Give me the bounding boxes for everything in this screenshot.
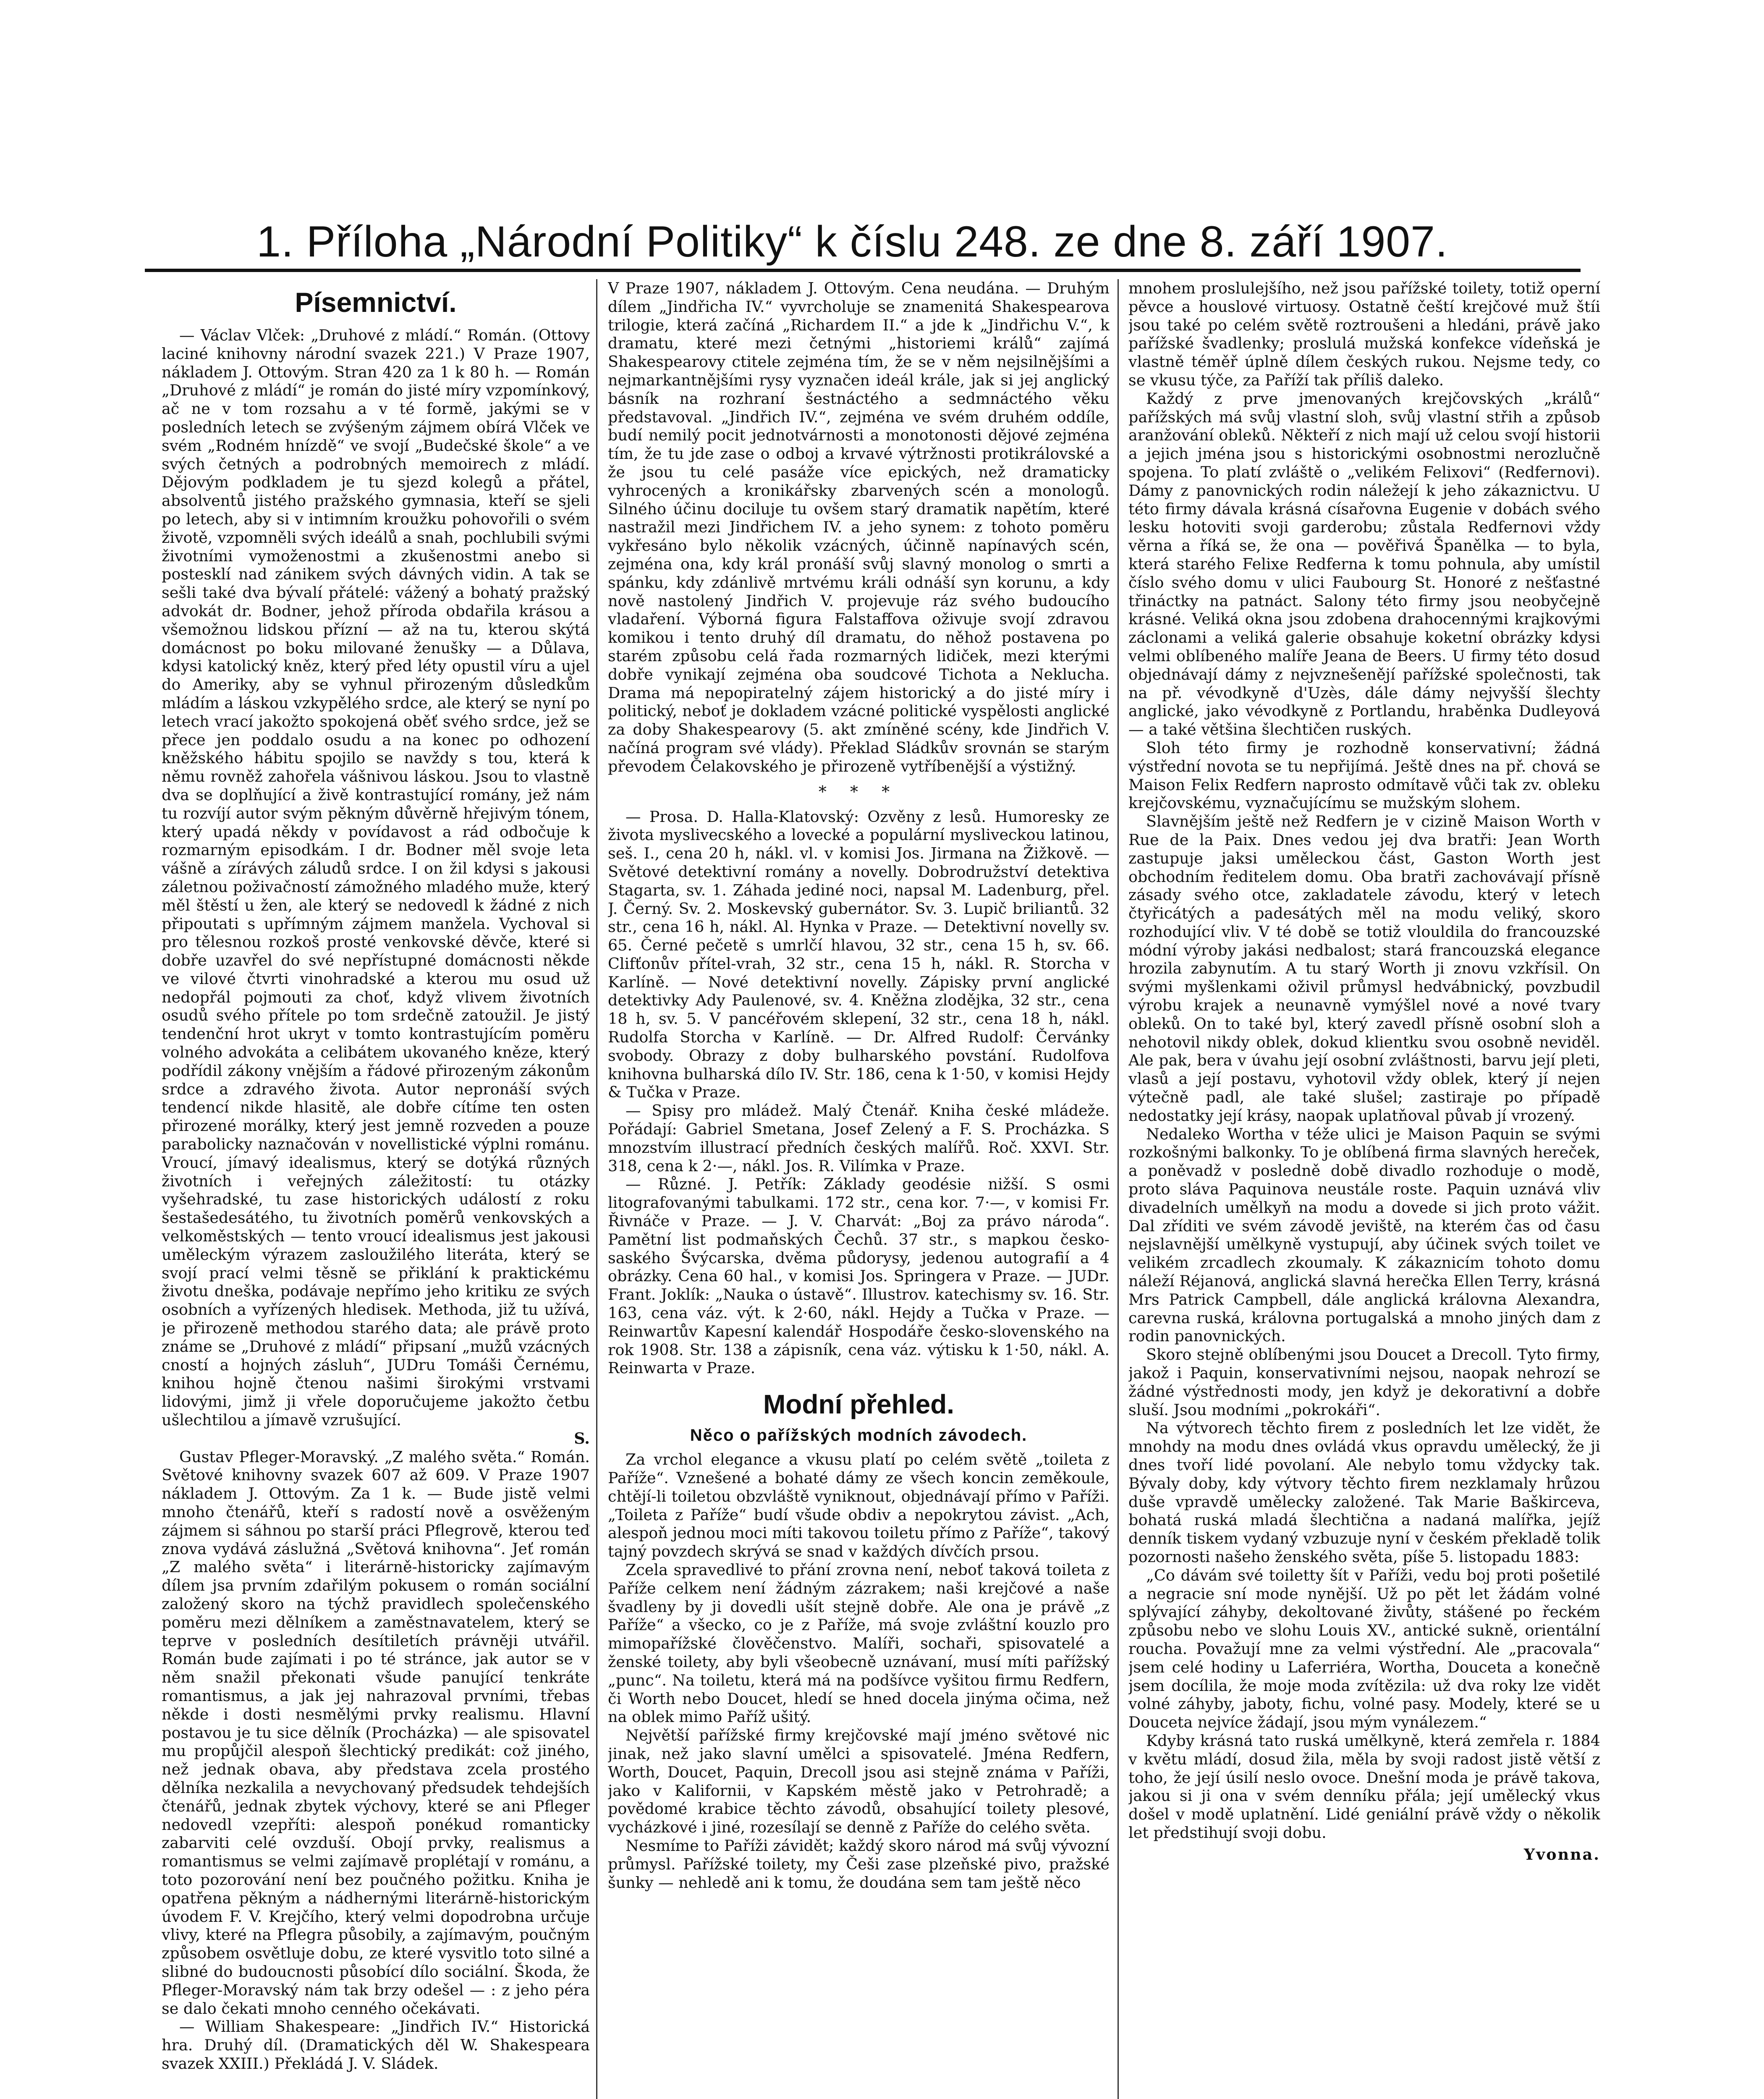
article-paragraph: Kdyby krásná tato ruská umělkyně, která zemřela r. 1884 v květu mládí, dosud žila, měla by svoji radost jistě větší z toho, že její úsilí neslo ovoce. Dnešní moda je právě takova, jakou si ji ona v svém denníku přála; její umělecký vkus došel v modě uplatnění. Lidé geniální právě vždy o několik let předstihují svoji dobu. bbox=[1128, 1731, 1600, 1842]
article-paragraph: — Spisy pro mládež. Malý Čtenář. Kniha české mládeže. Pořádají: Gabriel Smetana, Josef Zelený a F. S. Procházka. S mnozstvím illustrací předních českých malířů. Roč. XXVI. Str. 318, cena k 2·—, nákl. Jos. R. Vilímka v Praze. bbox=[608, 1102, 1110, 1175]
author-signature: Yvonna. bbox=[1523, 1845, 1600, 1863]
article-paragraph: „Co dávám své toiletty šít v Paříži, vedu boj proti pošetilé a negracie sní mode nynější. Už po pět let žádám volné splývající záhyby, dekoltované živůty, stášené po řeckém způsobu nebo ve slohu Louis XV., antické sukně, orientální roucha. Považují mne za velmi výstřední. Ale „pracovala“ jsem celé hodiny u Laferriéra, Wortha, Douceta a konečně jsem docílila, že moje moda zvítězila: už dva roky lze vidět volné záhyby, jaboty, fichu, volné pasy. Modely, které se u Douceta nejvíce žádají, jsou mým vynálezem.“ bbox=[1128, 1566, 1600, 1732]
article-paragraph: Sloh této firmy je rozhodně konservativní; žádná výstřední novota se tu nepřijímá. Ještě dnes na př. chová se Maison Felix Redfern naprosto odmítavě vůči tak zv. obleku krejčovskému, vyznačujícímu se mužským slohem. bbox=[1128, 738, 1600, 812]
article-paragraph: — Různé. J. Petřík: Základy geodésie nižší. S osmi litografovanými tabulkami. 172 str., cena kor. 7·—, v komisi Fr. Řivnáče v Praze. — J. V. Charvát: „Boj za právo národa“. Pamětní list podmaňských Čechů. 37 str., s mapkou česko-saského Švýcarska, dvěma půdorysy, jedenou autografií a 4 obrázky. Cena 60 hal., v komisi Jos. Springera v Praze. — JUDr. Frant. Joklík: „Nauka o ústavě“. Illustrov. katechismy sv. 16. Str. 163, cena váz. výt. k 2·60, nákl. Hejdy a Tučka v Praze. — Reinwartův Kapesní kalendář Hospodáře česko-slovenského na rok 1908. Str. 138 a zápisník, cena váz. výtisku k 1·50, nákl. A. Reinwarta v Praze. bbox=[608, 1175, 1110, 1377]
supplement-title: 1. Příloha „Národní Politiky“ k číslu 248. ze dne 8. září 1907. bbox=[256, 217, 1448, 266]
article-paragraph: mnohem proslulejšího, než jsou pařížské toilety, totiž operní pěvce a houslové virtuosy. Ostatně čeští krejčové muž štíi jsou také po celém světě roztroušeni a hledáni, právě jako pařížské švadlenky; proslulá mužská konfekce vídeňská je vlastně téměř úplně dílem českých rukou. Nejsme tedy, co se vkusu týče, za Paříží tak příliš daleko. bbox=[1128, 279, 1600, 389]
article-paragraph: Na výtvorech těchto firem z posledních let lze vidět, že mnohdy na modu dnes ovládá vkus opravdu umělecký, že ji dnes tvoří lidé povolaní. Ale nebylo tomu vždycky tak. Bývaly doby, kdy výtvory těchto firem nezklamaly hrůzou duše vpravdě umělecky založené. Tak Marie Baškirceva, bohatá ruská mladá šlechtična a nadaná malířka, jejíž denník tiskem vydaný vzbuzuje nyní v českém překladě tolik pozornosti našeho ženského světa, píše 5. listopadu 1883: bbox=[1128, 1419, 1600, 1566]
article-paragraph: — William Shakespeare: „Jindřich IV.“ Historická hra. Druhý díl. (Dramatických děl W. Shakespeara svazek XXIII.) Překládá J. V. Sládek. bbox=[162, 2018, 590, 2073]
article-paragraph: Zcela spravedlivé to přání zrovna není, neboť taková toileta z Paříže celkem není žádným zázrakem; naši krejčové a naše švadleny by ji dovedli ušít stejně dobře. Ale ona je právě „z Paříže“ a všecko, co je z Paříže, má svoje zvláštní kouzlo pro mimopařížské člověčenstvo. Malíři, sochaři, spisovatelé a ženské toilety, aby byli všeobecně uznávaní, musí míti pařížský „punc“. Na toiletu, která má na podšívce vyšitou firmu Redfern, či Worth nebo Doucet, hledí se hned docela jinýma očima, než na oblek mimo Paříž ušitý. bbox=[608, 1561, 1110, 1726]
article-paragraph: V Praze 1907, nákladem J. Ottovým. Cena neudána. — Druhým dílem „Jindřicha IV.“ vyvrcholuje se znamenitá Shakespearova trilogie, která začíná „Richardem II.“ a jde k „Jindřichu V.“, k dramatu, které mezi četnými „historiemi králů“ zajímá Shakespearovy ctitele zejména tím, že se v něm nejsilnějšími a nejmarkantnějšími rysy vyznačen ideál krále, jak si jej anglický básník na rozhraní šestnáctého a sedmnáctého věku představoval. „Jindřich IV.“, zejména ve svém druhém oddíle, budí nemilý pocit jednotvárnosti a monotonosti dějové zejména tím, že tu jde zase o odboj a krvavé výtržnosti protikrálovské a že jsou tu celé pasáže více epických, než dramaticky vyhrocených a kronikářsky zbarvených scén a monologů. Silného účinu dociluje tu ovšem starý dramatik napětím, které nastražil mezi Jindřichem IV. a jeho synem: z tohoto poměru vykřesáno bylo několik vzácných, účinně napínavých scén, zejména ona, kdy král pronáší svůj slavný monolog o smrti a spánku, kdy zdánlivě mrtvému králi odnáší syn korunu, a kdy nově nastolený Jindřich V. projevuje ráz svého budoucího vladaření. Výborná figura Falstaffova oživuje svojí zdravou komikou i tento druhý díl dramatu, do něhož postavena po starém způsobu celá řada rozmarných lidiček, mezi kterými dobře vynikají zejména oba soudcové Tichota a Neklucha. Drama má nepopiratelný zájem historický a do jisté míry i politický, neboť je dokladem vzácné politické vyspělosti anglické za doby Shakespearovy (5. akt zmíněné scény, kde Jindřich V. načíná program své vlády). Překlad Sládkův srovnán se starým převodem Čelakovského je přirozeně vytříbenější a výstižný. bbox=[608, 279, 1110, 775]
section-title-literature: Písemnictví. bbox=[295, 287, 457, 318]
article-signature: S. bbox=[574, 1429, 590, 1447]
column-fashion-continued bbox=[1128, 279, 1600, 2099]
header-rule bbox=[145, 269, 1581, 272]
article-paragraph: Největší pařížské firmy krejčovské mají jméno světové nic jinak, než jako slavní umělci a spisovatelé. Jména Redfern, Worth, Doucet, Paquin, Drecoll jsou asi stejně známa v Paříži, jako v Kalifornii, v Kapském městě jako v Petrohradě; a povědomé krabice těchto závodů, obsahující toilety plesové, vycházkové i jiné, rozesílají se denně z Paříže do celého světa. bbox=[608, 1726, 1110, 1837]
article-paragraph: Za vrchol elegance a vkusu platí po celém světě „toileta z Paříže“. Vznešené a bohaté dámy ze všech koncin zeměkoule, chtějí-li toiletou obzvláště vyniknout, objednávají přímo v Paříži. „Toileta z Paříže“ budí všude obdiv a nepokrytou závist. „Ach, alespoň jednou moci míti takovou toiletu přímo z Paříže“, takový tajný povzdech skrývá se snad v každých dívčích prsou. bbox=[608, 1450, 1110, 1561]
column-reviews-and-fashion bbox=[608, 279, 1110, 2099]
article-paragraph: Každý z prve jmenovaných krejčovských „králů“ pařížských má svůj vlastní sloh, svůj vlastní střih a způsob aranžování obleků. Někteří z nich mají už celou svojí historii a jejich jména jsou s historickými osobnostmi nerozlučně spojena. To platí zvláště o „velikém Felixovi“ (Redfernovi). Dámy z panovnických rodin náležejí k jeho zákaznictvu. U této firmy dávala krásná císařovna Eugenie v dobách svého lesku hotoviti svoji garderobu; zůstala Redfernovi vždy věrna a říká se, že ona — pověřivá Španělka — to byla, která starého Felixe Redferna k tomu pohnula, aby umístil číslo svého domu v ulici Faubourg St. Honoré z nešťastné třináctky na patnáct. Salony této firmy jsou neobyčejně krásné. Veliká okna jsou zdobena drahocennými krajkovými záclonami a veliká galerie obsahuje koketní obrázky kdysi velmi oblíbeného malíře Jeana de Beers. U firmy této dosud objednávají dámy z nejvznešenějí pařížské společnosti, tak na př. vévodkyně d'Uzès, dále dámy nejvyšší šlechty anglické, jako vévodkyně z Portlandu, hraběnka Dudleyová — a také většina šlechtičen ruských. bbox=[1128, 389, 1600, 739]
article-paragraph: Nesmíme to Paříži závidět; každý skoro národ má svůj vývozní průmysl. Pařížské toilety, my Češi zase plzeňské pivo, pražské šunky — nehledě ani k tomu, že doudána sem tam ještě něco bbox=[608, 1836, 1110, 1892]
column-divider bbox=[596, 279, 597, 2099]
article-paragraph: Nedaleko Wortha v téže ulici je Maison Paquin se svými rozkošnými balkonky. To je oblíbená firma slavných hereček, a poněvadž v posledně době divadlo rozhoduje o modě, proto sláva Paquinova neustále roste. Paquin uznává vliv divadelních umělkyň na modu a dovede si jich proto vážit. Dal zříditi ve svém závodě jeviště, na kterém čas od času nejslavnější umělkyně vystupují, aby účinek svých toilet ve velikém zrcadlech zkoumaly. K zákaznicím tohoto domu náleží Réjanová, anglická slavná herečka Ellen Terry, krásná Mrs Patrick Campbell, dále anglická královna Alexandra, carevna ruská, královna portugalská a mnoho jiných dam z rodin panovnických. bbox=[1128, 1125, 1600, 1345]
page-header bbox=[147, 201, 1557, 264]
column-literature bbox=[162, 279, 590, 2099]
article-paragraph: — Václav Vlček: „Druhové z mládí.“ Román. (Ottovy laciné knihovny národní svazek 221.) V Praze 1907, nákladem J. Ottovým. Stran 420 za 1 k 80 h. — Román „Druhové z mládí“ je román do jisté míry vzpomínkový, ač ne v tom rozsahu a v té formě, jakými se v posledních letech se zvýšeným zájmem obírá Vlček ve svém „Rodném hnízdě“ ve svojí „Budečské škole“ a ve svých četných a podrobných memoirech z mládí. Dějovým podkladem je tu sjezd kolegů a přátel, absolventů jistého pražského gymnasia, kteří se sjeli po letech, aby si v intimním kroužku pohovořili o svém životě, vzpomněli svých ideálů a snah, pochlubili svými životními vymoženostmi a zkušenostmi anebo si postesklí nad zánikem svých dávných vidin. A tak se sešli také dva bývalí přátelé: vážený a bohatý pražský advokát dr. Bodner, jehož příroda obdařila krásou a všemožnou lidskou přízní — až na tu, kterou skýtá domácnost po boku milované ženušky — a Důlava, kdysi katolický kněz, který před léty opustil víru a ujel do Ameriky, aby se vyhnul přirozeným důsledkům mládím a láskou vzkypělého srdce, ale který se nyní po letech vrací jakožto spokojená oběť svého srdce, jež se přece jen poddalo osudu a na konec po odhození kněžského hábitu spojilo se navždy s tou, která k němu rovněž zahořela vášnivou láskou. Jsou to vlastně dva se doplňující a živě kontrastující romány, jež nám tu rozvíjí autor svým pěkným důvěrně hřejivým tónem, který upadá někdy v povídavost a rád odbočuje k rozmarným episodkám. I dr. Bodner měl svoje leta vášně a zírávých záludů srdce. I on žil kdysi s jakousi záletnou poživačností zámožného mladého muže, který měl štěstí u žen, ale který se nedovedl k žádné z nich připoutati s upřímným zájmem manžela. Vychoval si pro tělesnou rozkoš prosté venkovské děvče, které si dobře uzavřel do své nepřístupné domácnosti někde ve vilové čtvrti vinohradské a kterou mu osud už nedopřál pojmouti za choť, když vlivem životních osudů svého přítele po tom srdečně zatoužil. Je jistý tendenční hrot ukryt v tomto kontrastujícím poměru volného advokáta a celibátem ukovaného kněze, který podřídil zákony vnějším a řádové přirozeným zákonům srdce a zdravého života. Autor nepronáší svých tendencí nikde hlasitě, ale dobře cítíme ten osten přirozené morálky, který jest jemně rozveden a pouze parabolicky naznačován v novellistické výplni románu. Vroucí, jímavý idealismus, který se dotýká různých životních i veřejných záležitostí: tu otázky vyšehradské, tu zase historických událostí z roku šestašedesátého, tu životních poměrů venkovských a velkoměstských — tento vroucí idealismus jest jakousi uměleckým výrazem zasloužilého literáta, který se svojí prací velmi těsně se přiklání k praktickému životu dneška, podávaje nepřímo jeho kritiku ze svých osobních a vyřízených hledisek. Methoda, již tu užívá, je přirozeně methodou starého data; ale právě proto známe se „Druhové z mládí“ připsaní „mužů vzácných cností a hojných zásluh“, JUDru Tomáši Černému, knihou hojně čtenou našimi širokými vrstvami lidovými, jimž ji vřele doporučujeme jakožto četbu ušlechtilou a jímavě vzrušující. bbox=[162, 326, 590, 1429]
section-subhead: Něco o pařížských modních závodech. bbox=[690, 1426, 1028, 1445]
article-paragraph: Skoro stejně oblíbenými jsou Doucet a Drecoll. Tyto firmy, jakož i Paquin, konservativními nejsou, naopak nehrozí se žádné výstřednosti mody, jen když je dekorativní a dobře sluší. Jsou modními „pokrokáři“. bbox=[1128, 1345, 1600, 1419]
article-paragraph: Slavnějším ještě než Redfern je v cizině Maison Worth v Rue de la Paix. Dnes vedou jej dva bratři: Jean Worth zastupuje jaksi uměleckou část, Gaston Worth jest obchodním ředitelem domu. Oba bratři zachovávají přísně zásady svého otce, zakladatele závodu, který v letech čtyřicátých a padesátých měl na modu veliký, skoro rozhodující vliv. V té době se totiž vlouldila do francouzské módní výroby jakási nedbalost; stará francouzská elegance hrozila zabynutím. A tu starý Worth ji znovu vzkřísil. On svými myšlenkami oživil průmysl hedvábnický, povzbudil výrobu krajek a neunavně vymýšlel nové a nové tvary obleků. On to také byl, který zavedl přísně osobní sloh a nehotovil nikdy oblek, dokud klientku svou osobně neviděl. Ale pak, bera v úvahu její osobní zvláštnosti, barvu její pleti, vlasů a její postavu, vyhotovil vždy oblek, který jí nejen výtečně padl, ale také slušel; zastiraje po případě nedostatky její krásy, naopak uplatňoval půvab jí vrozený. bbox=[1128, 812, 1600, 1125]
section-title-fashion: Modní přehled. bbox=[763, 1389, 955, 1420]
article-paragraph: — Prosa. D. Halla-Klatovský: Ozvěny z lesů. Humoresky ze života myslivecského a lovecké a populární mysliveckou latinou, seš. I., cena 20 h, nákl. vl. v komisi Jos. Jirmana na Žižkově. — Světové detektivní romány a novelly. Dobrodružství detektiva Stagarta, sv. 1. Záhada jediné noci, napsal M. Ladenburg, přel. J. Černý. Sv. 2. Moskevský gubernátor. Sv. 3. Lupič briliantů. 32 str., cena 16 h, nákl. Al. Hynka v Praze. — Detektivní novelly sv. 65. Černé pečetě s umrlčí hlavou, 32 str., cena 15 h, sv. 66. Clifťonův přítel-vrah, 32 str., cena 15 h, nákl. R. Storcha v Karlíně. — Nové detektivní novelly. Zápisky první anglické detektivky Ady Paulenové, sv. 4. Kněžna zlodějka, 32 str., cena 18 h, sv. 5. V pancéřovém sklepení, 32 str., cena 18 h, nákl. Rudolfa Storcha v Karlíně. — Dr. Alfred Rudolf: Červánky svobody. Obrazy z doby bulharského povstání. Rudolfova knihovna bulharská dílo IV. Str. 186, cena k 1·50, v komisi Hejdy & Tučka v Praze. bbox=[608, 807, 1110, 1102]
column-divider bbox=[1118, 279, 1119, 2099]
article-paragraph: Gustav Pfleger-Moravský. „Z malého světa.“ Román. Světové knihovny svazek 607 až 609. V Praze 1907 nákladem J. Ottovým. Za 1 k. — Bude jistě velmi mnoho čtenářů, kteří s radostí nově a osvěženým zájmem si sáhnou po starší práci Pflegrově, kterou teď znova vydává záslužná „Světová knihovna“. Jeť román „Z malého světa“ i literárně-historicky zajímavým dílem jsa prvním zdařilým pokusem o román sociální založený skoro na týchž pravidlech společenského poměru mezi dělníkem a zaměstnavatelem, který se teprve v posledních desítiletích právněji utvářil. Román bude zajímati i po té stránce, jak autor se v něm snažil překonati všude panující tenkráte romantismus, a jak jej nahrazoval prvními, třebas někde i dosti nesmělými prvky realismu. Hlavní postavou je tu sice dělník (Procházka) — ale spisovatel mu propůjčil alespoň šlechtický predikát: což jiného, než jednak obava, aby představa zcela prostého dělníka nezkalila a nevychovaný předsudek tehdejších čtenářů, jednak zbytek výchovy, které se ani Pfleger nedovedl vzepříti: alespoň ponékud romanticky zabarviti celé ovzduší. Obojí prvky, realismus a romantismus se velmi zajímavě proplétají v románu, a toto pozorování není bez poučného požitku. Kniha je opatřena pěkným a nádhernými literárně-historickým úvodem F. V. Krejčího, který velmi dopodrobna určuje vlivy, které na Pflegra působily, a zajímavým, poučným způsobem osvětluje dobu, ze které vysvitlo toto silné a slibné do budoucnosti působící dílo sociální. Škoda, že Pfleger-Moravský nám tak brzy odešel — : z jeho péra se dalo čekati mnoho cenného očekávati. bbox=[162, 1447, 590, 2018]
separator-stars: * * * bbox=[818, 782, 899, 801]
